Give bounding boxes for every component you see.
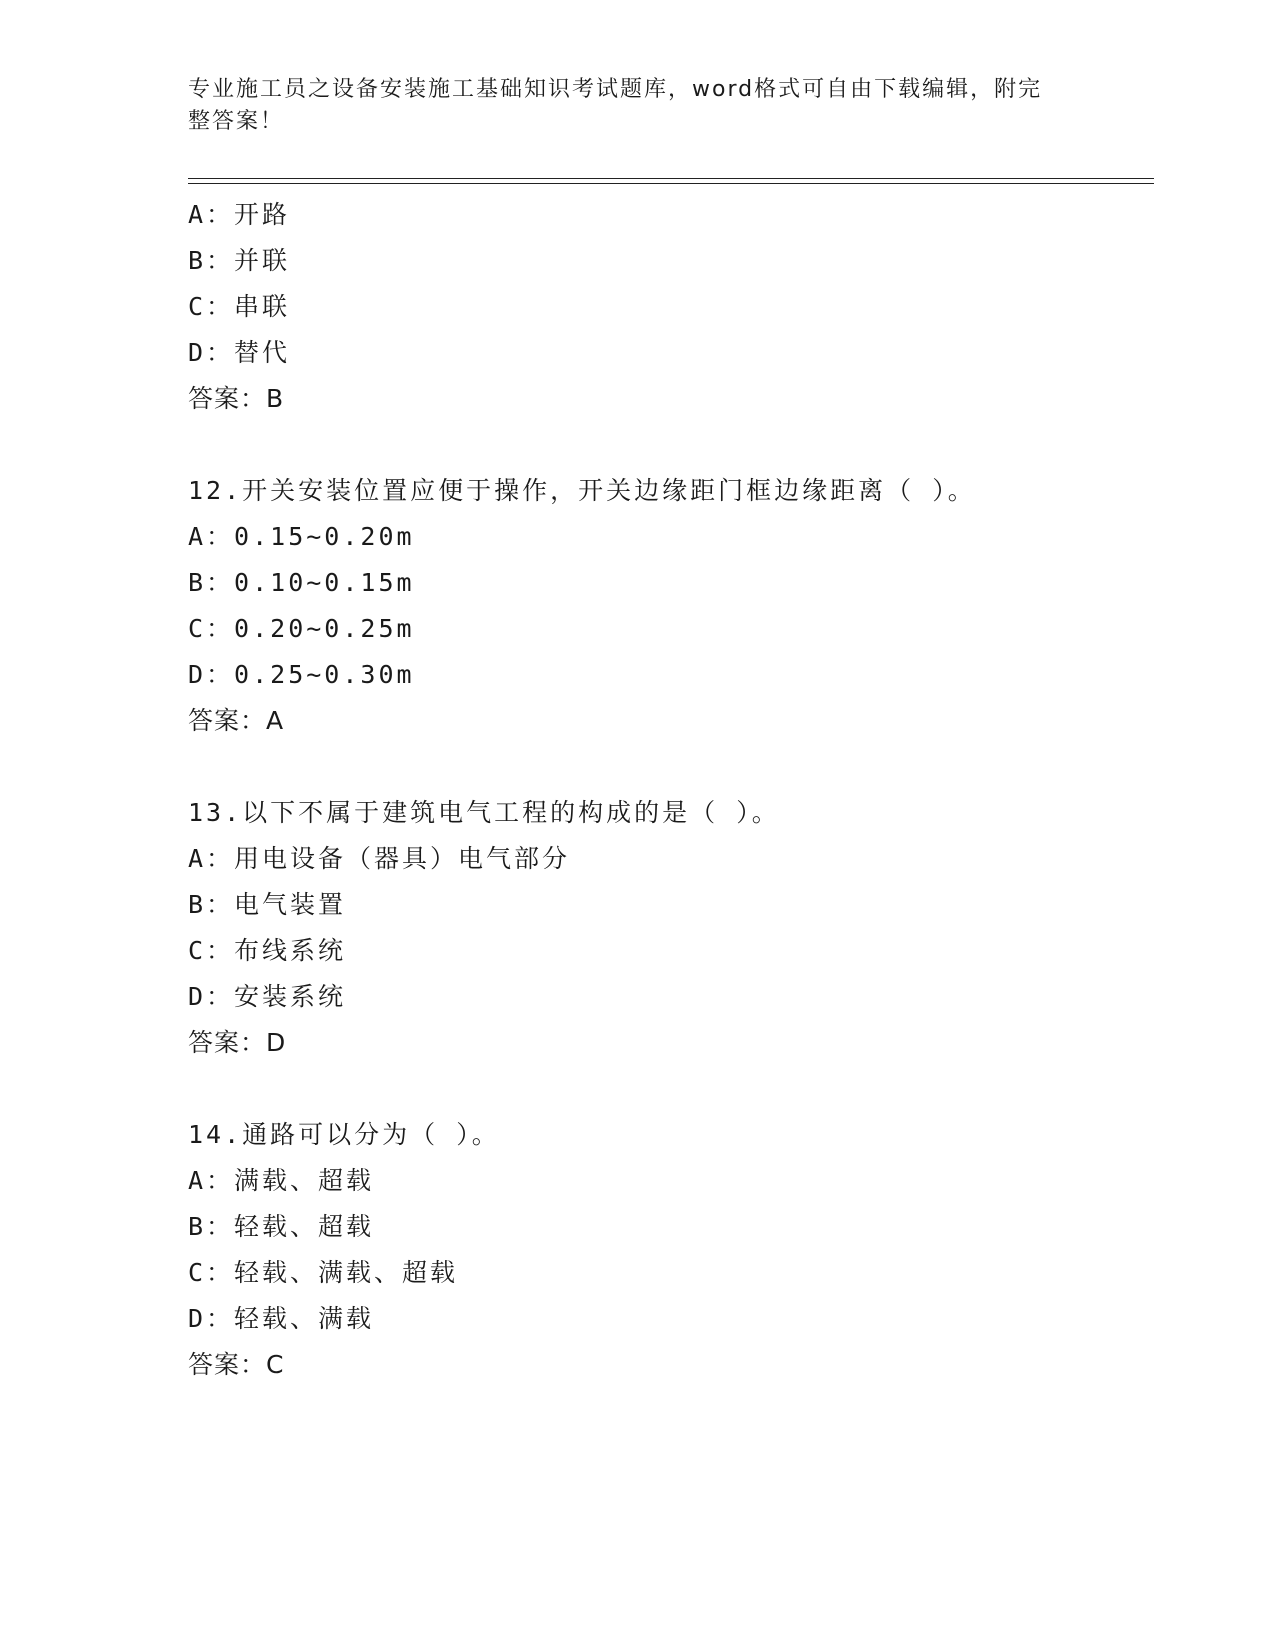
answer: 答案：A xyxy=(188,706,285,735)
option-b: B：0.10~0.15m xyxy=(188,568,415,597)
option-d: D：安装系统 xyxy=(188,982,347,1011)
option-c: C：布线系统 xyxy=(188,936,347,965)
spacer xyxy=(188,1066,1148,1112)
question-list xyxy=(188,192,1148,1388)
question-stem: 13.以下不属于建筑电气工程的构成的是（ ）。 xyxy=(188,798,780,827)
option-b: B：轻载、超载 xyxy=(188,1212,375,1241)
answer: 答案：B xyxy=(188,384,285,413)
question-stem: 14.通路可以分为（ ）。 xyxy=(188,1120,500,1149)
question-13 xyxy=(188,790,1148,1066)
spacer xyxy=(188,744,1148,790)
option-b: B：电气装置 xyxy=(188,890,347,919)
header-divider-bottom xyxy=(188,183,1154,184)
option-c: C：串联 xyxy=(188,292,291,321)
question-11-continued xyxy=(188,192,1148,422)
header-line-1: 专业施工员之设备安装施工基础知识考试题库，word格式可自由下载编辑，附完 xyxy=(188,77,1043,102)
option-d: D：0.25~0.30m xyxy=(188,660,415,689)
question-12 xyxy=(188,468,1148,744)
option-d: D：替代 xyxy=(188,338,291,367)
option-a: A：满载、超载 xyxy=(188,1166,375,1195)
answer: 答案：D xyxy=(188,1028,287,1057)
option-c: C：0.20~0.25m xyxy=(188,614,415,643)
header-line-2: 整答案！ xyxy=(188,109,285,134)
spacer xyxy=(188,422,1148,468)
option-a: A：0.15~0.20m xyxy=(188,522,415,551)
document-header xyxy=(188,74,1088,138)
header-divider-top xyxy=(188,178,1154,179)
option-a: A：开路 xyxy=(188,200,291,229)
option-b: B：并联 xyxy=(188,246,291,275)
question-stem: 12.开关安装位置应便于操作，开关边缘距门框边缘距离（ ）。 xyxy=(188,476,976,505)
option-c: C：轻载、满载、超载 xyxy=(188,1258,459,1287)
option-d: D：轻载、满载 xyxy=(188,1304,375,1333)
question-14 xyxy=(188,1112,1148,1388)
option-a: A：用电设备（器具）电气部分 xyxy=(188,844,571,873)
answer: 答案：C xyxy=(188,1350,285,1379)
